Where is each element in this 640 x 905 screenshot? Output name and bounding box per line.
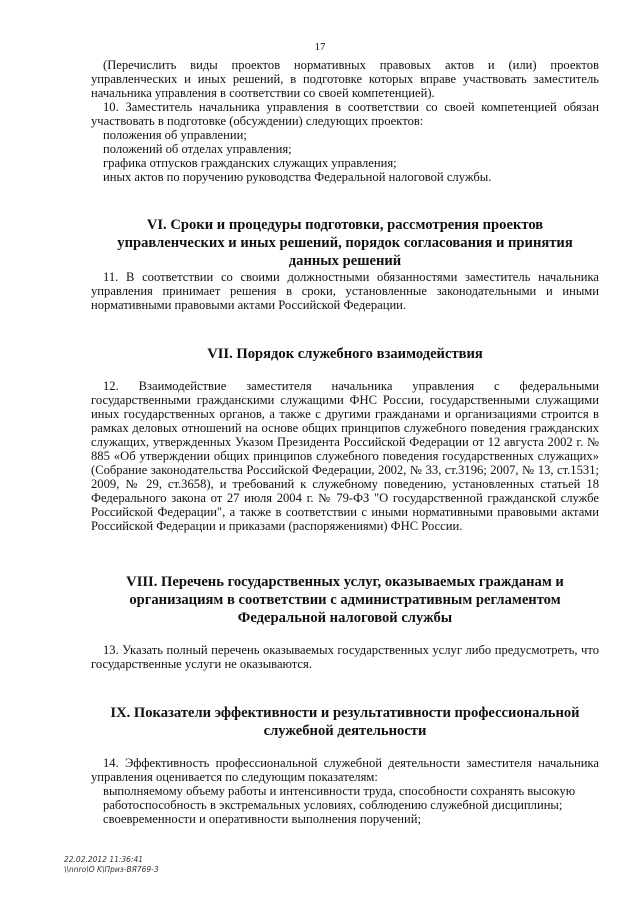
section-9-body [91, 756, 599, 826]
list-item: иных актов по поручению руководства Федеральной налоговой службы. [103, 170, 492, 184]
section-6 [91, 216, 599, 270]
list-item: выполняемому объему работы и интенсивности труда, способности сохранять высокую работоспособность в экстремальных условиях, соблюдению служебной дисциплины; [103, 784, 576, 812]
section-8 [91, 573, 599, 627]
footer-stamp [64, 855, 159, 875]
section-7-heading: VII. Порядок служебного взаимодействия [207, 346, 483, 362]
section-9-heading: IX. Показатели эффективности и результативности профессиональной служебной деятельности [110, 705, 580, 739]
list-item: положений об отделах управления; [103, 142, 292, 156]
list-item: положения об управлении; [103, 128, 247, 142]
list-item: графика отпусков гражданских служащих управления; [103, 156, 397, 170]
section-6-heading: VI. Сроки и процедуры подготовки, рассмотрения проектов управленческих и иных решений, порядок согласования и принятия данных решений [117, 217, 573, 269]
section-8-body [91, 643, 599, 671]
section-9 [91, 704, 599, 740]
paragraph-11: 11. В соответствии со своими должностными обязанностями заместитель начальника управления принимает решения в сроки, установленные законодательными и иными нормативными правовыми актами Российской Федерации. [91, 270, 599, 312]
paragraph-14: 14. Эффективность профессиональной служебной деятельности заместителя начальника управления оценивается по следующим показателям: [91, 756, 599, 784]
page-number: 17 [314, 41, 326, 53]
paragraph-10: 10. Заместитель начальника управления в соответствии со своей компетенцией обязан участвовать в подготовке (обсуждении) следующих проектов: [91, 100, 599, 128]
list-item: своевременности и оперативности выполнения поручений; [103, 812, 421, 826]
section-8-heading: VIII. Перечень государственных услуг, оказываемых гражданам и организациям в соответствии с административным регламентом Федеральной налоговой службы [126, 574, 564, 626]
instruction-paragraph: (Перечислить виды проектов нормативных правовых актов и (или) проектов управленческих и иных решений, в подготовке которых вправе участвовать заместитель начальника управления в соответствии со своей компетенцией). [91, 58, 599, 100]
section-6-body [91, 270, 599, 312]
paragraph-12: 12. Взаимодействие заместителя начальника управления с федеральными государственными гражданскими служащими ФНС России, государственными служащими иных государственных органов, а также с другими гражданами и организациями строится в рамках деловых отношений на основе общих принципов служебного поведения гражданских служащих, утвержденных Указом Президента Российской Федерации от 12 августа 2002 г. № 885 «Об утверждении общих принципов служебного поведения государственных служащих» (Собрание законодательства Российской Федерации, 2002, № 33, ст.3196; 2007, № 13, ст.1531; 2009, № 29, ст.3658), и требований к служебному поведению, установленных статьей 18 Федерального закона от 27 июля 2004 г. № 79-ФЗ "О государственной гражданской службе Российской Федерации", а также в соответствии с иными нормативными правовыми актами Российской Федерации и приказами (распоряжениями) ФНС России. [91, 379, 599, 533]
section-7-body [91, 379, 599, 533]
footer-timestamp: 22.02.2012 11:36:41 [64, 855, 144, 864]
footer-file-path: \\nnro\O K\Приз-ВЯ769-3 [64, 865, 159, 874]
section-7 [91, 345, 599, 363]
block-10 [91, 58, 599, 184]
paragraph-13: 13. Указать полный перечень оказываемых государственных услуг либо предусмотреть, что государственные услуги не оказываются. [91, 643, 599, 671]
